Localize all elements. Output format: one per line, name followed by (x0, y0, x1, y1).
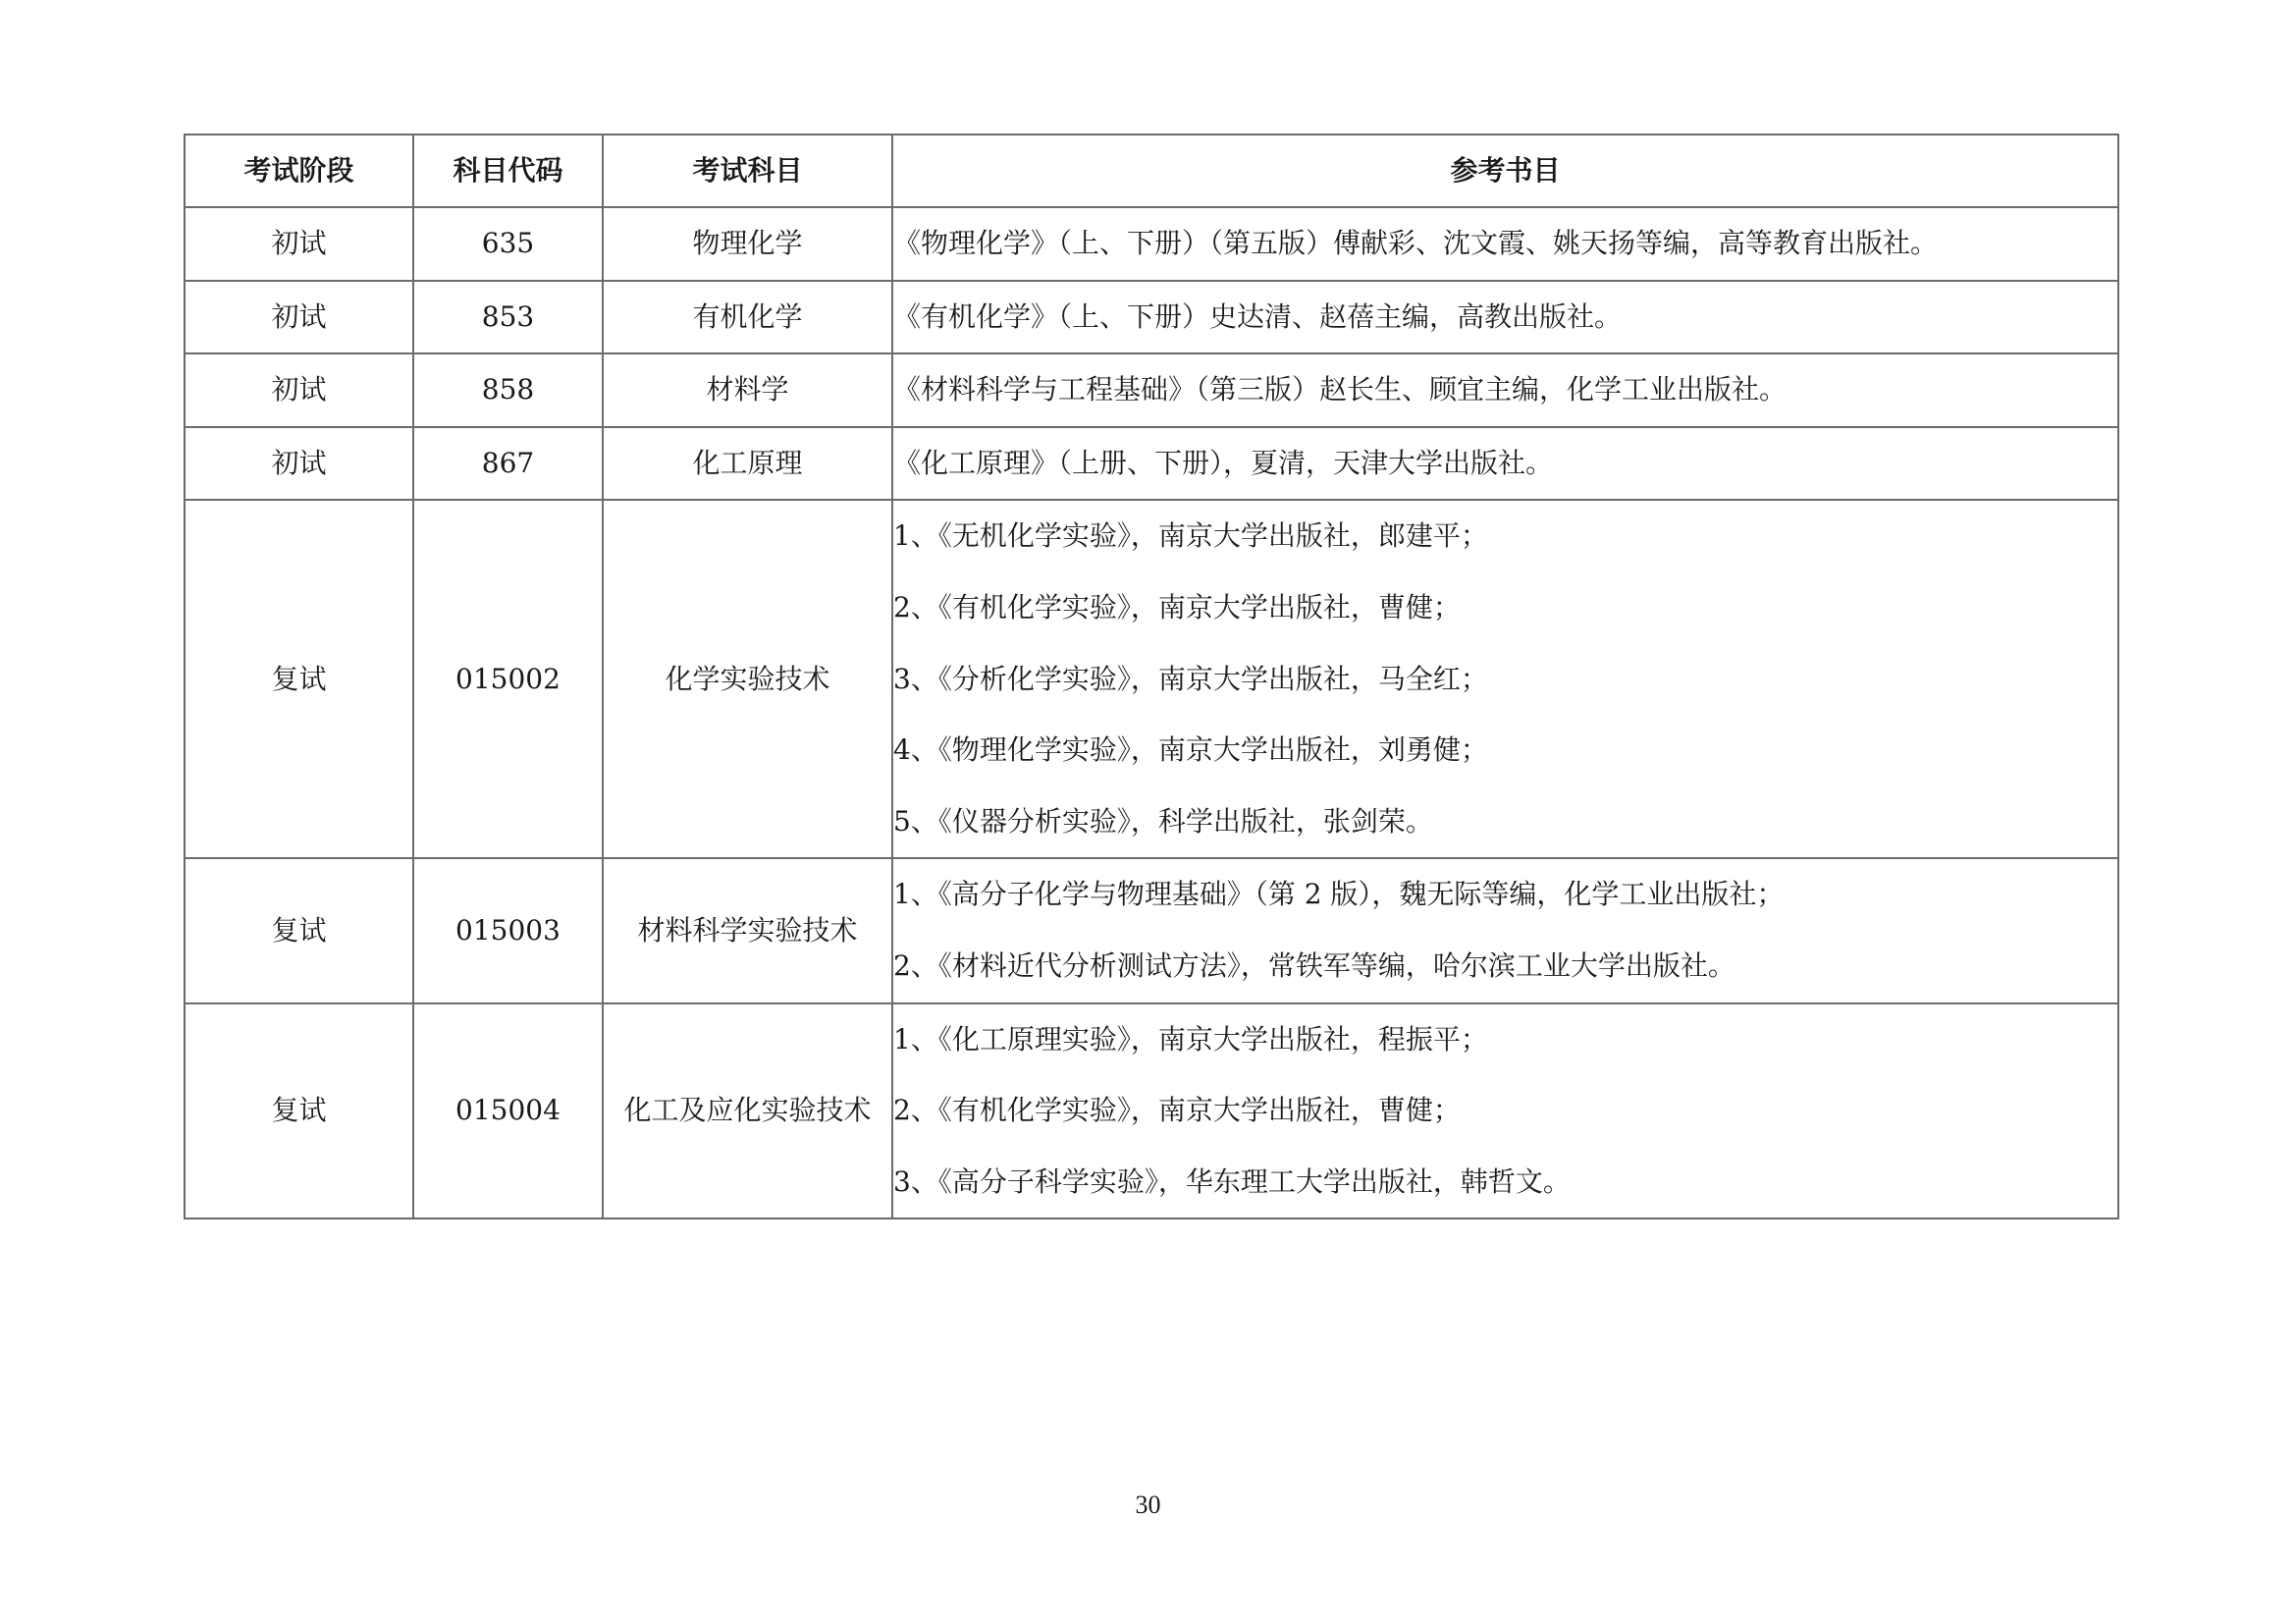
cell-subject-code: 858 (413, 353, 603, 427)
table-row (185, 353, 2118, 427)
cell-subject-code: 015004 (413, 1003, 603, 1219)
cell-subject-code: 867 (413, 427, 603, 501)
cell-reference-books (892, 1003, 2118, 1219)
cell-exam-stage: 初试 (185, 427, 413, 501)
reference-book-entry: 5、《仪器分析实验》，科学出版社，张剑荣。 (893, 804, 1433, 838)
cell-exam-stage: 初试 (185, 353, 413, 427)
cell-exam-stage: 复试 (185, 858, 413, 1002)
table-row (185, 281, 2118, 354)
cell-exam-subject: 化学实验技术 (603, 500, 892, 858)
reference-book-entry: 1、《高分子化学与物理基础》（第 2 版），魏无际等编，化学工业出版社； (893, 878, 1785, 911)
reference-book-entry: 1、《化工原理实验》，南京大学出版社，程振平； (893, 1022, 1488, 1056)
cell-exam-stage: 初试 (185, 281, 413, 354)
table-row (185, 500, 2118, 858)
table-header-row (185, 135, 2118, 207)
cell-subject-code: 853 (413, 281, 603, 354)
cell-exam-stage: 初试 (185, 207, 413, 281)
table-row (185, 858, 2118, 1002)
reference-book-entry: 2、《有机化学实验》，南京大学出版社，曹健； (893, 1094, 1461, 1127)
table-row (185, 1003, 2118, 1219)
table-body (185, 207, 2118, 1218)
header-subject-code: 科目代码 (413, 135, 603, 207)
cell-reference-books (892, 427, 2118, 501)
header-reference-books: 参考书目 (892, 135, 2118, 207)
cell-reference-books (892, 353, 2118, 427)
cell-exam-subject: 材料学 (603, 353, 892, 427)
reference-book-entry: 4、《物理化学实验》，南京大学出版社，刘勇健； (893, 733, 1488, 767)
reference-book-entry: 1、《无机化学实验》，南京大学出版社，郎建平； (893, 519, 1488, 553)
cell-reference-books (892, 500, 2118, 858)
cell-reference-books (892, 281, 2118, 354)
cell-exam-subject: 有机化学 (603, 281, 892, 354)
cell-exam-stage: 复试 (185, 1003, 413, 1219)
table-row (185, 427, 2118, 501)
reference-books-table (184, 134, 2119, 1219)
reference-book-entry: 3、《高分子科学实验》，华东理工大学出版社，韩哲文。 (893, 1164, 1571, 1198)
cell-reference-books (892, 207, 2118, 281)
reference-book-entry: 3、《分析化学实验》，南京大学出版社，马全红； (893, 662, 1488, 695)
cell-subject-code: 635 (413, 207, 603, 281)
cell-exam-subject: 物理化学 (603, 207, 892, 281)
header-exam-subject: 考试科目 (603, 135, 892, 207)
cell-exam-stage: 复试 (185, 500, 413, 858)
reference-book-entry: 2、《材料近代分析测试方法》，常铁军等编，哈尔滨工业大学出版社。 (893, 948, 1735, 982)
reference-book-entry: 《物理化学》（上、下册）（第五版）傅献彩、沈文霞、姚天扬等编，高等教育出版社。 (893, 227, 1939, 259)
cell-reference-books (892, 858, 2118, 1002)
cell-exam-subject: 化工及应化实验技术 (603, 1003, 892, 1219)
reference-book-entry: 《化工原理》（上册、下册），夏清，天津大学出版社。 (893, 446, 1554, 479)
cell-exam-subject: 材料科学实验技术 (603, 858, 892, 1002)
header-exam-stage: 考试阶段 (185, 135, 413, 207)
reference-book-entry: 《材料科学与工程基础》（第三版）赵长生、顾宜主编，化学工业出版社。 (893, 373, 1788, 406)
page-number: 30 (1135, 1490, 1161, 1519)
reference-book-entry: 2、《有机化学实验》，南京大学出版社，曹健； (893, 590, 1461, 623)
cell-exam-subject: 化工原理 (603, 427, 892, 501)
cell-subject-code: 015002 (413, 500, 603, 858)
table-row (185, 207, 2118, 281)
reference-book-entry: 《有机化学》（上、下册）史达清、赵蓓主编，高教出版社。 (893, 299, 1623, 333)
cell-subject-code: 015003 (413, 858, 603, 1002)
